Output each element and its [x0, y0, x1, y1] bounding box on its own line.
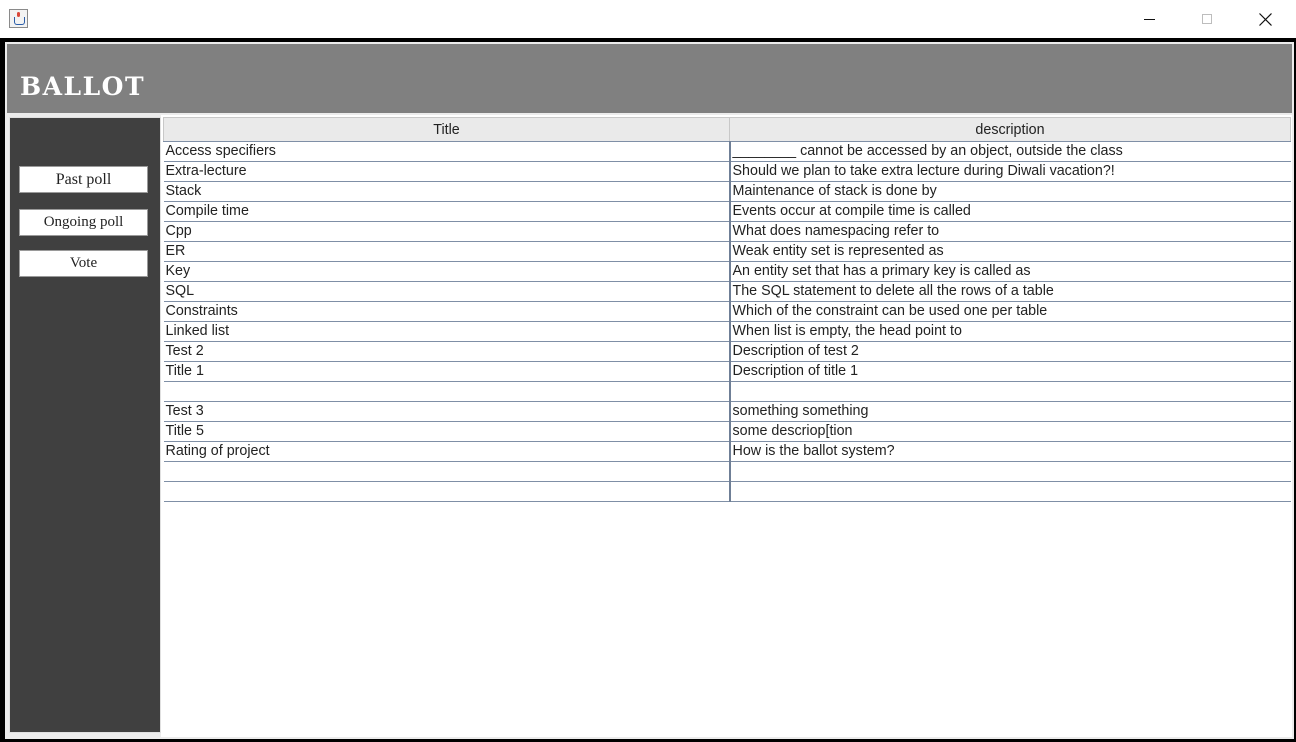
cell-description[interactable]: When list is empty, the head point to [730, 322, 1291, 342]
window-title-bar [0, 0, 1296, 38]
cell-title[interactable]: Cpp [164, 222, 730, 242]
minimize-icon [1144, 19, 1155, 20]
past-poll-button[interactable]: Past poll [19, 166, 148, 193]
cell-title[interactable]: Title 1 [164, 362, 730, 382]
column-header-title[interactable]: Title [164, 118, 730, 142]
table-row[interactable] [164, 322, 1291, 342]
cell-description[interactable]: Description of title 1 [730, 362, 1291, 382]
table-row[interactable] [164, 442, 1291, 462]
table-row[interactable] [164, 382, 1291, 402]
java-cup-icon[interactable] [9, 9, 28, 28]
cell-description[interactable] [730, 462, 1291, 482]
cell-description[interactable]: Maintenance of stack is done by [730, 182, 1291, 202]
cell-title[interactable]: Rating of project [164, 442, 730, 462]
cell-description[interactable]: Which of the constraint can be used one per table [730, 302, 1291, 322]
column-header-description[interactable]: description [730, 118, 1291, 142]
cell-description[interactable] [730, 482, 1291, 502]
cell-title[interactable] [164, 482, 730, 502]
cell-description[interactable]: Events occur at compile time is called [730, 202, 1291, 222]
vote-button[interactable]: Vote [19, 250, 148, 277]
poll-table [163, 117, 1291, 502]
cell-title[interactable]: Extra-lecture [164, 162, 730, 182]
table-row[interactable] [164, 142, 1291, 162]
maximize-icon [1202, 14, 1212, 24]
cell-description[interactable]: some descriop[tion [730, 422, 1291, 442]
table-header-row [164, 118, 1291, 142]
poll-table-panel [161, 115, 1292, 737]
table-row[interactable] [164, 462, 1291, 482]
app-frame [5, 42, 1294, 739]
cell-description[interactable]: Should we plan to take extra lecture during Diwali vacation?! [730, 162, 1291, 182]
table-row[interactable] [164, 282, 1291, 302]
cell-description[interactable]: What does namespacing refer to [730, 222, 1291, 242]
table-row[interactable] [164, 422, 1291, 442]
cell-title[interactable]: Compile time [164, 202, 730, 222]
cell-title[interactable]: ER [164, 242, 730, 262]
cell-title[interactable]: Linked list [164, 322, 730, 342]
cell-title[interactable]: Key [164, 262, 730, 282]
cell-title[interactable]: Stack [164, 182, 730, 202]
cell-description[interactable]: How is the ballot system? [730, 442, 1291, 462]
table-row[interactable] [164, 262, 1291, 282]
app-logo: BALLOT [20, 72, 146, 101]
close-button[interactable] [1236, 0, 1294, 38]
close-icon [1259, 13, 1272, 26]
table-row[interactable] [164, 222, 1291, 242]
table-row[interactable] [164, 362, 1291, 382]
cell-description[interactable]: Weak entity set is represented as [730, 242, 1291, 262]
cell-description[interactable]: An entity set that has a primary key is called as [730, 262, 1291, 282]
table-row[interactable] [164, 302, 1291, 322]
cell-title[interactable] [164, 382, 730, 402]
cell-title[interactable]: SQL [164, 282, 730, 302]
cell-description[interactable] [730, 382, 1291, 402]
maximize-button[interactable] [1178, 0, 1236, 38]
table-row[interactable] [164, 182, 1291, 202]
ongoing-poll-button[interactable]: Ongoing poll [19, 209, 148, 236]
table-row[interactable] [164, 242, 1291, 262]
cell-title[interactable]: Access specifiers [164, 142, 730, 162]
cell-description[interactable]: something something [730, 402, 1291, 422]
sidebar [9, 117, 161, 733]
cell-description[interactable]: The SQL statement to delete all the rows of a table [730, 282, 1291, 302]
cell-description[interactable]: Description of test 2 [730, 342, 1291, 362]
app-header [7, 44, 1292, 113]
table-row[interactable] [164, 342, 1291, 362]
cell-title[interactable]: Test 2 [164, 342, 730, 362]
cell-title[interactable]: Test 3 [164, 402, 730, 422]
table-row[interactable] [164, 162, 1291, 182]
cell-description[interactable]: ________ cannot be accessed by an object, outside the class [730, 142, 1291, 162]
table-row[interactable] [164, 402, 1291, 422]
table-row[interactable] [164, 202, 1291, 222]
cell-title[interactable]: Title 5 [164, 422, 730, 442]
table-row[interactable] [164, 482, 1291, 502]
cell-title[interactable]: Constraints [164, 302, 730, 322]
cell-title[interactable] [164, 462, 730, 482]
minimize-button[interactable] [1120, 0, 1178, 38]
